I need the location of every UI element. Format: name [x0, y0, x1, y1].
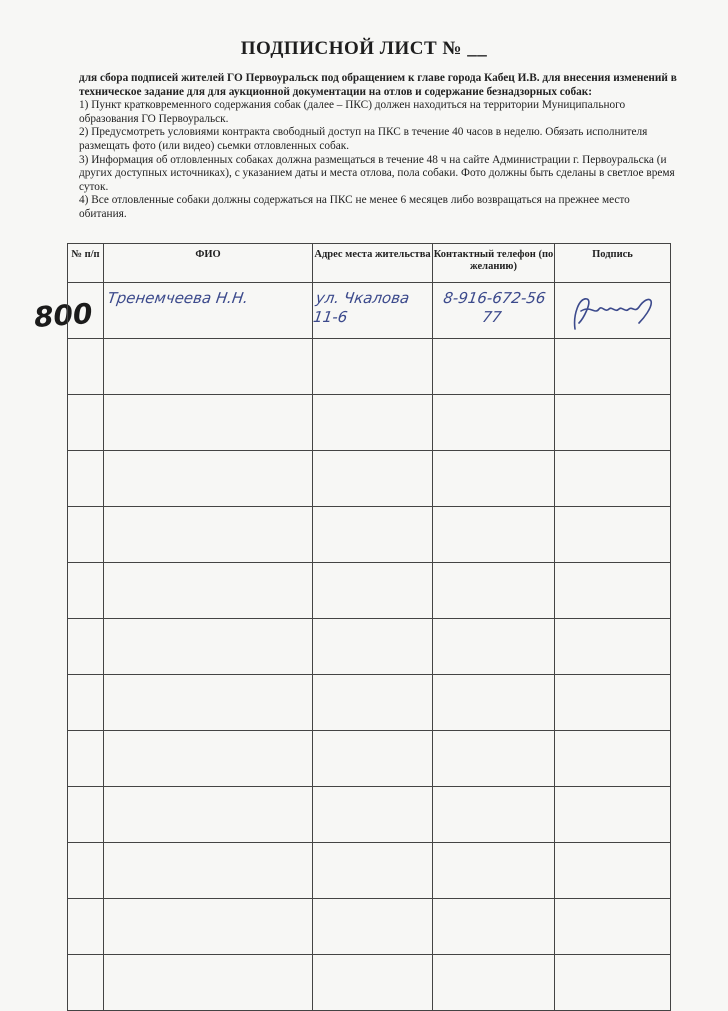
cell-name: [104, 339, 313, 395]
cell-num: [68, 675, 104, 731]
cell-address: [313, 283, 433, 339]
cell-num: [68, 843, 104, 899]
cell-name: [104, 619, 313, 675]
cell-signature: [555, 451, 671, 507]
cell-phone: [433, 619, 555, 675]
cell-phone: [433, 563, 555, 619]
table-row: [68, 395, 671, 451]
cell-address: [313, 899, 433, 955]
cell-num: [68, 451, 104, 507]
intro-point-4: 4) Все отловленные собаки должны содержаться на ПКС не менее 6 месяцев либо возвращаться на прежнее место обитания.: [79, 194, 630, 220]
cell-signature: [555, 395, 671, 451]
cell-address: [313, 563, 433, 619]
intro-lead: для сбора подписей жителей ГО Первоуральск под обращением к главе города Кабец И.В. для внесения изменений в техническое задание для для аукционной документации на отлов и содержание безнадзорных собак:: [79, 72, 677, 98]
table-header-row: [68, 244, 671, 283]
cell-address: [313, 395, 433, 451]
cell-num: [68, 563, 104, 619]
cell-signature: [555, 563, 671, 619]
table-row: [68, 283, 671, 339]
table-row: [68, 787, 671, 843]
cell-phone: [433, 283, 555, 339]
handwritten-name: Тренемчеева Н.Н.: [106, 289, 250, 307]
table-row: [68, 451, 671, 507]
table-row: [68, 955, 671, 1011]
intro-point-1: 1) Пункт кратковременного содержания собак (далее – ПКС) должен находиться на территории Муниципального образования ГО Первоуральск.: [79, 99, 626, 125]
cell-signature: [555, 843, 671, 899]
cell-num: [68, 955, 104, 1011]
cell-num: [68, 619, 104, 675]
cell-address: [313, 955, 433, 1011]
cell-phone: [433, 339, 555, 395]
intro-point-3: 3) Информация об отловленных собаках должна размещаться в течение 48 ч на сайте Администрации г. Первоуральска (и других доступных источниках), с указанием даты и места отлова, пола собаки. Фото должны быть сделаны в светлое время суток.: [79, 153, 675, 193]
cell-address: [313, 787, 433, 843]
signature-scribble-icon: [569, 289, 655, 333]
cell-signature: [555, 955, 671, 1011]
table-row: [68, 675, 671, 731]
cell-name: [104, 955, 313, 1011]
cell-phone: [433, 675, 555, 731]
cell-signature: [555, 619, 671, 675]
header-num: № п/п: [68, 244, 104, 283]
cell-name: [104, 283, 313, 339]
table-row: [68, 899, 671, 955]
cell-address: [313, 619, 433, 675]
header-address: Адрес места жительства: [313, 244, 433, 283]
cell-signature: [555, 731, 671, 787]
cell-num: [68, 507, 104, 563]
cell-num: [68, 339, 104, 395]
cell-phone: [433, 507, 555, 563]
cell-address: [313, 675, 433, 731]
cell-name: [104, 451, 313, 507]
cell-signature: [555, 283, 671, 339]
cell-phone: [433, 955, 555, 1011]
cell-name: [104, 787, 313, 843]
cell-name: [104, 563, 313, 619]
cell-signature: [555, 787, 671, 843]
cell-phone: [433, 843, 555, 899]
cell-signature: [555, 339, 671, 395]
table-row: [68, 339, 671, 395]
cell-phone: [433, 451, 555, 507]
cell-num: [68, 787, 104, 843]
cell-address: [313, 843, 433, 899]
cell-signature: [555, 899, 671, 955]
table-row: [68, 843, 671, 899]
cell-name: [104, 675, 313, 731]
intro-point-2: 2) Предусмотреть условиями контракта свободный доступ на ПКС в течение 40 часов в неделю. Обязать исполнителя размещать фото (или видео) сьемки отловленных собак.: [79, 126, 648, 152]
cell-name: [104, 395, 313, 451]
handwritten-phone: 8-916-672-56 77: [442, 289, 547, 326]
header-phone: Контактный телефон (по желанию): [433, 244, 555, 283]
handwritten-address: ул. Чкалова 11-6: [312, 289, 411, 326]
header-name: ФИО: [104, 244, 313, 283]
cell-address: [313, 451, 433, 507]
cell-num: [68, 731, 104, 787]
intro-text: [79, 72, 679, 222]
cell-num: [68, 899, 104, 955]
signature-table: [67, 243, 671, 1011]
cell-num: [68, 395, 104, 451]
cell-num: [68, 283, 104, 339]
cell-signature: [555, 507, 671, 563]
cell-phone: [433, 395, 555, 451]
table-row: [68, 731, 671, 787]
header-signature: Подпись: [555, 244, 671, 283]
cell-name: [104, 899, 313, 955]
table-row: [68, 507, 671, 563]
cell-address: [313, 339, 433, 395]
cell-address: [313, 507, 433, 563]
page-title: ПОДПИСНОЙ ЛИСТ № __: [240, 38, 488, 59]
cell-signature: [555, 675, 671, 731]
cell-name: [104, 507, 313, 563]
table-row: [68, 619, 671, 675]
table-row: [68, 563, 671, 619]
cell-name: [104, 843, 313, 899]
cell-phone: [433, 731, 555, 787]
cell-name: [104, 731, 313, 787]
cell-phone: [433, 787, 555, 843]
margin-note: 800: [32, 297, 94, 334]
cell-address: [313, 731, 433, 787]
cell-phone: [433, 899, 555, 955]
